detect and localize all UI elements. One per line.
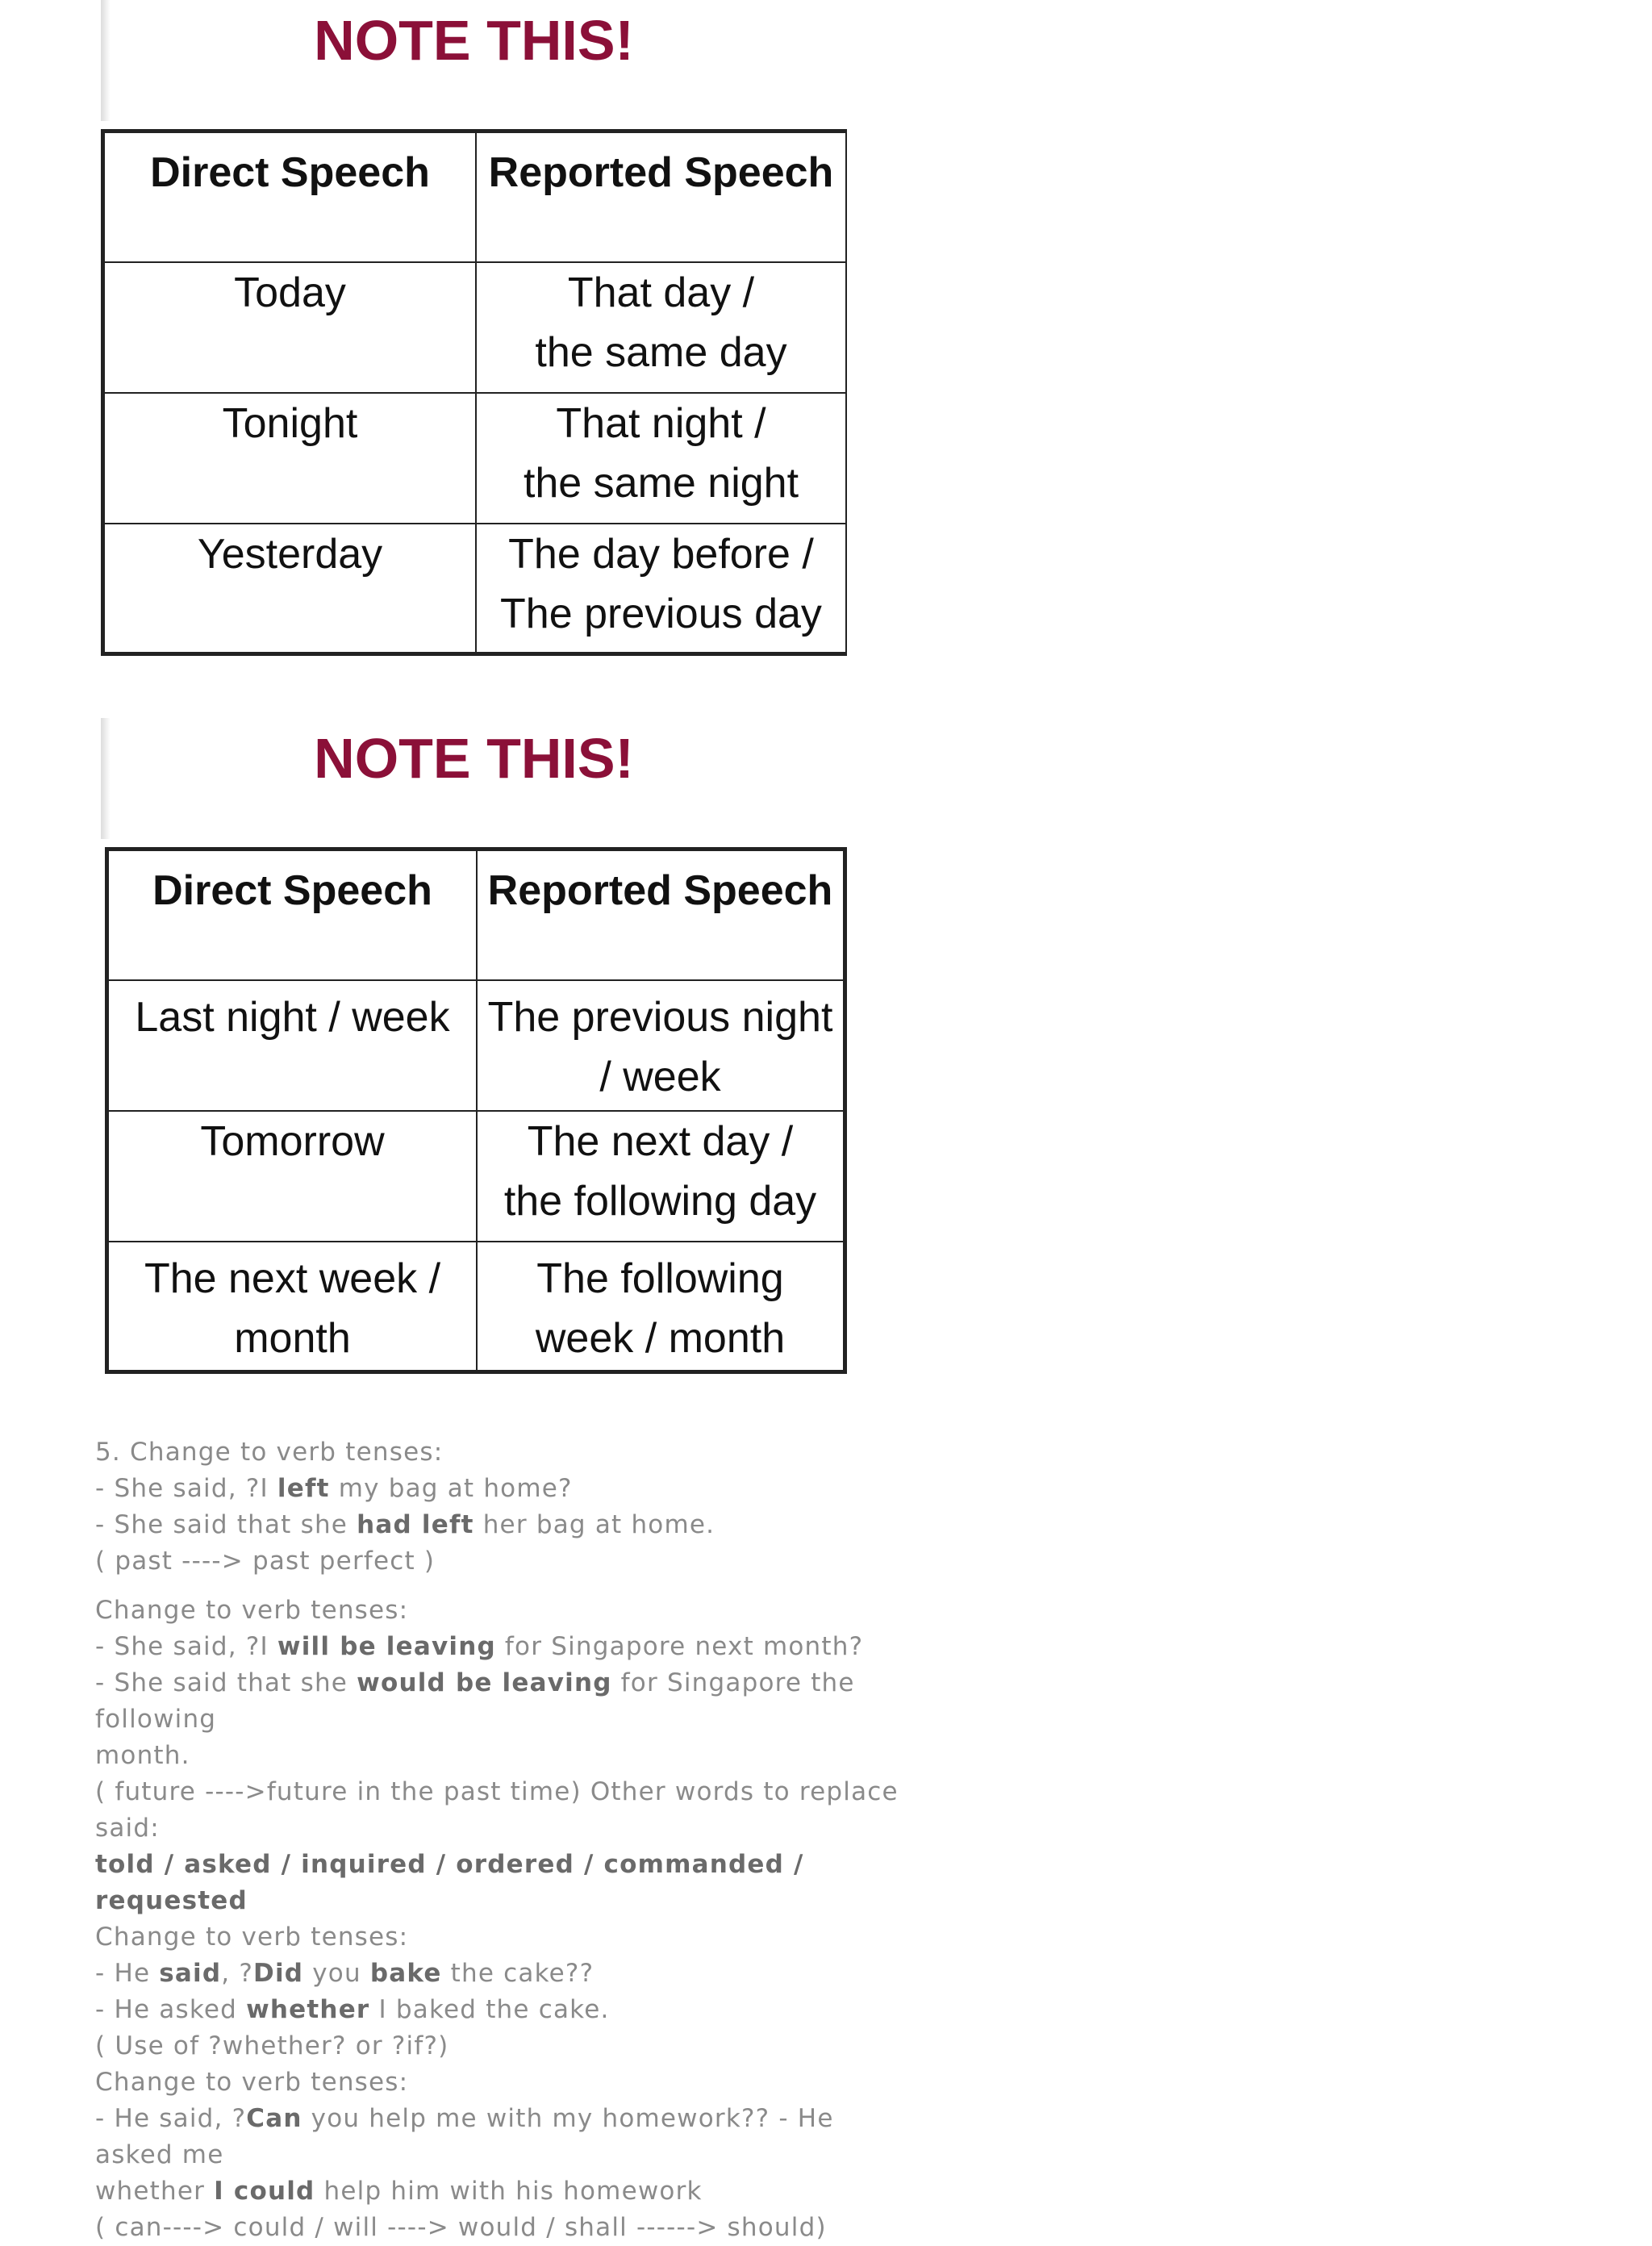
table-header-row [103, 132, 847, 262]
reported-cell: The next day / the following day [477, 1111, 845, 1242]
reported-cell: The following week / month [477, 1242, 845, 1372]
reported-cell: That day / the same day [476, 262, 846, 393]
text-line: - She said, ?I left my bag at home? [95, 1474, 573, 1503]
text-line: ( can----> could / will ----> would / shall ------> should) [95, 2213, 827, 2242]
table-row [103, 393, 847, 524]
table-row [107, 1242, 845, 1372]
table-row [103, 262, 847, 393]
text-line: ( future ---->future in the past time) Other words to replace said: [95, 1777, 899, 1843]
text-line: - He said, ?Can you help me with my homework?? - He asked me [95, 2104, 834, 2169]
text-line: Change to verb tenses: [95, 1922, 409, 1952]
text-line: whether I could help him with his homework [95, 2177, 703, 2206]
table-header-row [107, 850, 845, 980]
header-reported: Reported Speech [477, 850, 845, 980]
reported-cell: The day before / The previous day [476, 524, 846, 654]
header-direct: Direct Speech [103, 132, 476, 262]
direct-cell: Today [103, 262, 476, 393]
notes-text [95, 1434, 918, 2246]
text-line: - She said that she had left her bag at home. [95, 1510, 715, 1539]
text-line: Change to verb tenses: [95, 1596, 409, 1625]
note-box-2 [101, 718, 847, 1388]
table-row [107, 1111, 845, 1242]
table-row [107, 980, 845, 1111]
note-title: NOTE THIS! [314, 9, 634, 72]
header-reported: Reported Speech [476, 132, 846, 262]
text-line: - She said, ?I will be leaving for Singapore next month? [95, 1632, 864, 1661]
note-title: NOTE THIS! [314, 727, 634, 790]
text-line: Change to verb tenses: [95, 2068, 409, 2097]
text-line: - He asked whether I baked the cake. [95, 1995, 610, 2024]
reported-cell: The previous night / week [477, 980, 845, 1111]
speech-table-2 [105, 847, 847, 1374]
text-line: told / asked / inquired / ordered / commanded / requested [95, 1850, 804, 1915]
direct-cell: Last night / week [107, 980, 477, 1111]
direct-cell: Yesterday [103, 524, 476, 654]
text-line: ( past ----> past perfect ) [95, 1547, 436, 1576]
text-line: ( Use of ?whether? or ?if?) [95, 2031, 449, 2060]
direct-cell: Tonight [103, 393, 476, 524]
text-line: - She said that she would be leaving for Singapore the following [95, 1668, 855, 1734]
note-box-1 [101, 0, 847, 670]
text-line: month. [95, 1741, 190, 1770]
header-direct: Direct Speech [107, 850, 477, 980]
speech-table-1 [101, 129, 847, 656]
text-line: - He said, ?Did you bake the cake?? [95, 1959, 594, 1988]
reported-cell: That night / the same night [476, 393, 846, 524]
text-line: 5. Change to verb tenses: [95, 1438, 444, 1467]
direct-cell: Tomorrow [107, 1111, 477, 1242]
direct-cell: The next week / month [107, 1242, 477, 1372]
table-row [103, 524, 847, 654]
